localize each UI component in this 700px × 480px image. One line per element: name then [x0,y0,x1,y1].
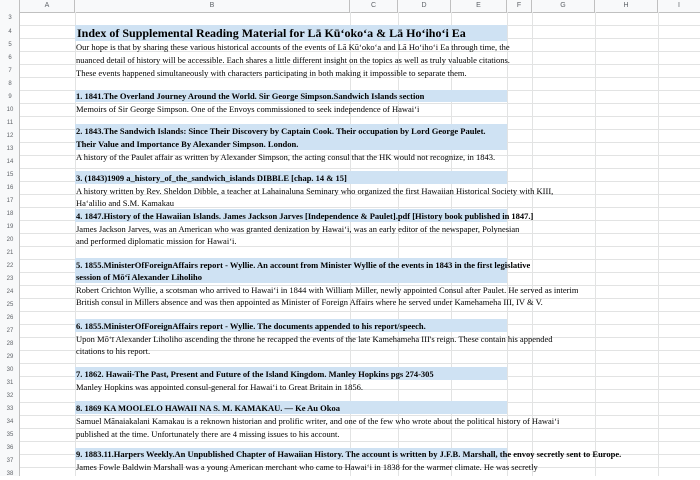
entry-heading[interactable]: 8. 1869 KA MOOLELO HAWAII NA S. M. KAMAKAU. — Ke Au Okoa [76,403,340,413]
gridline [20,363,700,364]
row-header[interactable]: 27 [6,328,14,334]
row-header[interactable]: 29 [6,354,14,360]
column-header-b[interactable]: B [75,0,350,12]
column-header-c[interactable]: C [350,0,398,12]
gridline [20,441,700,442]
row-header[interactable]: 3 [8,15,12,21]
intro-line[interactable]: Our hope is that by sharing these various historical accounts of the events of Lā Kūʻokoʻa and Lā Hoʻihoʻi Ea through time, the [76,42,510,52]
row-header[interactable]: 18 [6,211,14,217]
row-header[interactable]: 25 [6,302,14,308]
gridline [20,168,700,169]
row-header[interactable]: 9 [8,94,12,100]
entry-heading[interactable]: 6. 1855.MinisterOfForeignAffairs report - Wyllie. The documents appended to his report/speech. [76,321,426,331]
row-header[interactable]: 20 [6,237,14,243]
row-header[interactable]: 12 [6,133,14,139]
entry-heading[interactable]: 5. 1855.MinisterOfForeignAffairs report - Wyllie. An account from Minister Wyllie of the events in 1843 in the first legislative [76,260,531,270]
row-header[interactable]: 13 [6,146,14,152]
gridline [595,12,596,476]
gridline [507,12,508,476]
row-header[interactable]: 8 [8,81,12,87]
row-header[interactable]: 10 [6,107,14,113]
row-header-column [0,12,20,476]
row-header[interactable]: 21 [6,250,14,256]
entry-heading[interactable]: Their Value and Importance By Alexander Simpson. London. [76,139,299,149]
row-header[interactable]: 35 [6,432,14,438]
row-header[interactable]: 26 [6,315,14,321]
row-header[interactable]: 33 [6,406,14,412]
row-header[interactable]: 24 [6,289,14,295]
intro-line[interactable]: nuanced detail of history will be accessible. Each shares a little different insight on the topics as well as truly valuable citations. [76,55,510,65]
entry-heading[interactable]: 3. (1843)1909 a_history_of_the_sandwich_islands DIBBLE [chap. 14 & 15] [76,173,347,183]
row-header[interactable]: 30 [6,367,14,373]
row-header[interactable]: 6 [8,55,12,61]
entry-description[interactable]: Manley Hopkins was appointed consul-general for Hawaiʻi to Great Britain in 1856. [76,382,364,392]
row-header[interactable]: 15 [6,172,14,178]
entry-description[interactable]: citations to his report. [76,346,151,356]
row-header[interactable]: 16 [6,185,14,191]
row-header[interactable]: 14 [6,159,14,165]
row-header[interactable]: 23 [6,276,14,282]
row-header[interactable]: 34 [6,419,14,425]
gridline [658,12,659,476]
entry-heading[interactable]: session of Mōʻī Alexander Liholiho [76,272,202,282]
row-header[interactable]: 11 [6,120,14,126]
entry-description[interactable]: James Jackson Jarves, was an American who was granted denization by Hawaiʻi, was an early editor of the newspaper, Polynesian [76,224,520,234]
entry-heading[interactable]: 4. 1847.History of the Hawaiian Islands. James Jackson Jarves [Independence & Paulet].pdf [History book published in 1847.] [76,211,534,221]
column-header-i[interactable]: I [678,2,680,9]
entry-description[interactable]: James Fowle Baldwin Marshall was a young American merchant who came to Hawaiʻi in 1838 for the warmer climate. He was secretly [76,462,538,472]
row-header[interactable]: 7 [8,68,12,74]
entry-description[interactable]: A history written by Rev. Sheldon Dibble, a teacher at Lahainaluna Seminary who organized the first Hawaiian Historical Society with KIII, [76,186,554,196]
gridline [20,116,700,117]
row-header[interactable]: 37 [6,458,14,464]
row-header[interactable]: 36 [6,445,14,451]
entry-description[interactable]: published at the time. Unfortunately there are 4 missing issues to his account. [76,429,340,439]
column-header-h[interactable]: H [595,0,658,12]
entry-description[interactable]: and performed diplomatic mission for Hawaiʻi. [76,236,237,246]
entry-heading[interactable]: 7. 1862. Hawaii-The Past, Present and Future of the Island Kingdom. Manley Hopkins pgs 274-305 [76,369,434,379]
gridline [532,12,533,476]
column-header-a[interactable]: A [20,0,75,12]
row-header[interactable]: 5 [8,42,12,48]
entry-description[interactable]: Memoirs of Sir George Simpson. One of the Envoys commissioned to seek independence of Hawaiʻi [76,104,420,114]
row-header[interactable]: 17 [6,198,14,204]
entry-heading[interactable]: 1. 1841.The Overland Journey Around the World. Sir George Simpson.Sandwich Islands section [76,91,425,101]
entry-description[interactable]: Robert Crichton Wyllie, a scotsman who arrived to Hawaiʻi in 1844 with William Miller, newly appointed Consul after Paulet. He served as interim [76,285,579,295]
select-all-corner[interactable] [0,0,20,12]
entry-heading[interactable]: 2. 1843.The Sandwich Islands: Since Their Discovery by Captain Cook. Their occupation by Lord George Paulet. [76,126,486,136]
column-header-e[interactable]: E [451,0,507,12]
intro-line[interactable]: These events happened simultaneously with characters participating in both making it impossible to separate them. [76,68,467,78]
row-header[interactable]: 4 [8,29,12,35]
entry-description[interactable]: British consul in Millers absence and was then appointed as Minister of Foreign Affairs where he served under Kamehameha III, IV & V. [76,297,543,307]
entry-description[interactable]: Haʻalilio and S.M. Kamakau [76,198,174,208]
column-header-d[interactable]: D [398,0,451,12]
row-header[interactable]: 31 [6,380,14,386]
entry-description[interactable]: Upon Mōʻī Alexander Liholiho ascending the throne he recapped the events of the late Kamehameha III's reign. These contain his appended [76,334,553,344]
column-header-f[interactable]: F [507,0,532,12]
row-header[interactable]: 38 [6,471,14,477]
row-header[interactable]: 19 [6,224,14,230]
entry-heading[interactable]: 9. 1883.11.Harpers Weekly.An Unpublished Chapter of Hawaiian History. The account is written by J.F.B. Marshall, the envoy secretly sent to Europe. [76,449,622,459]
entry-description[interactable]: Samuel Mānaiakalani Kamakau is a reknown historian and prolific writer, and one of the few who wrote about the political history of Hawaiʻi [76,416,560,426]
gridline [20,311,700,312]
row-header[interactable]: 22 [6,263,14,269]
row-header[interactable]: 28 [6,341,14,347]
row-header[interactable]: 32 [6,393,14,399]
column-header-g[interactable]: G [532,0,595,12]
page-title[interactable]: Index of Supplemental Reading Material for Lā Kūʻokoʻa & Lā Hoʻihoʻi Ea [77,26,466,40]
entry-description[interactable]: A history of the Paulet affair as written by Alexander Simpson, the acting consul that the HK would not recognize, in 1843. [76,152,496,162]
